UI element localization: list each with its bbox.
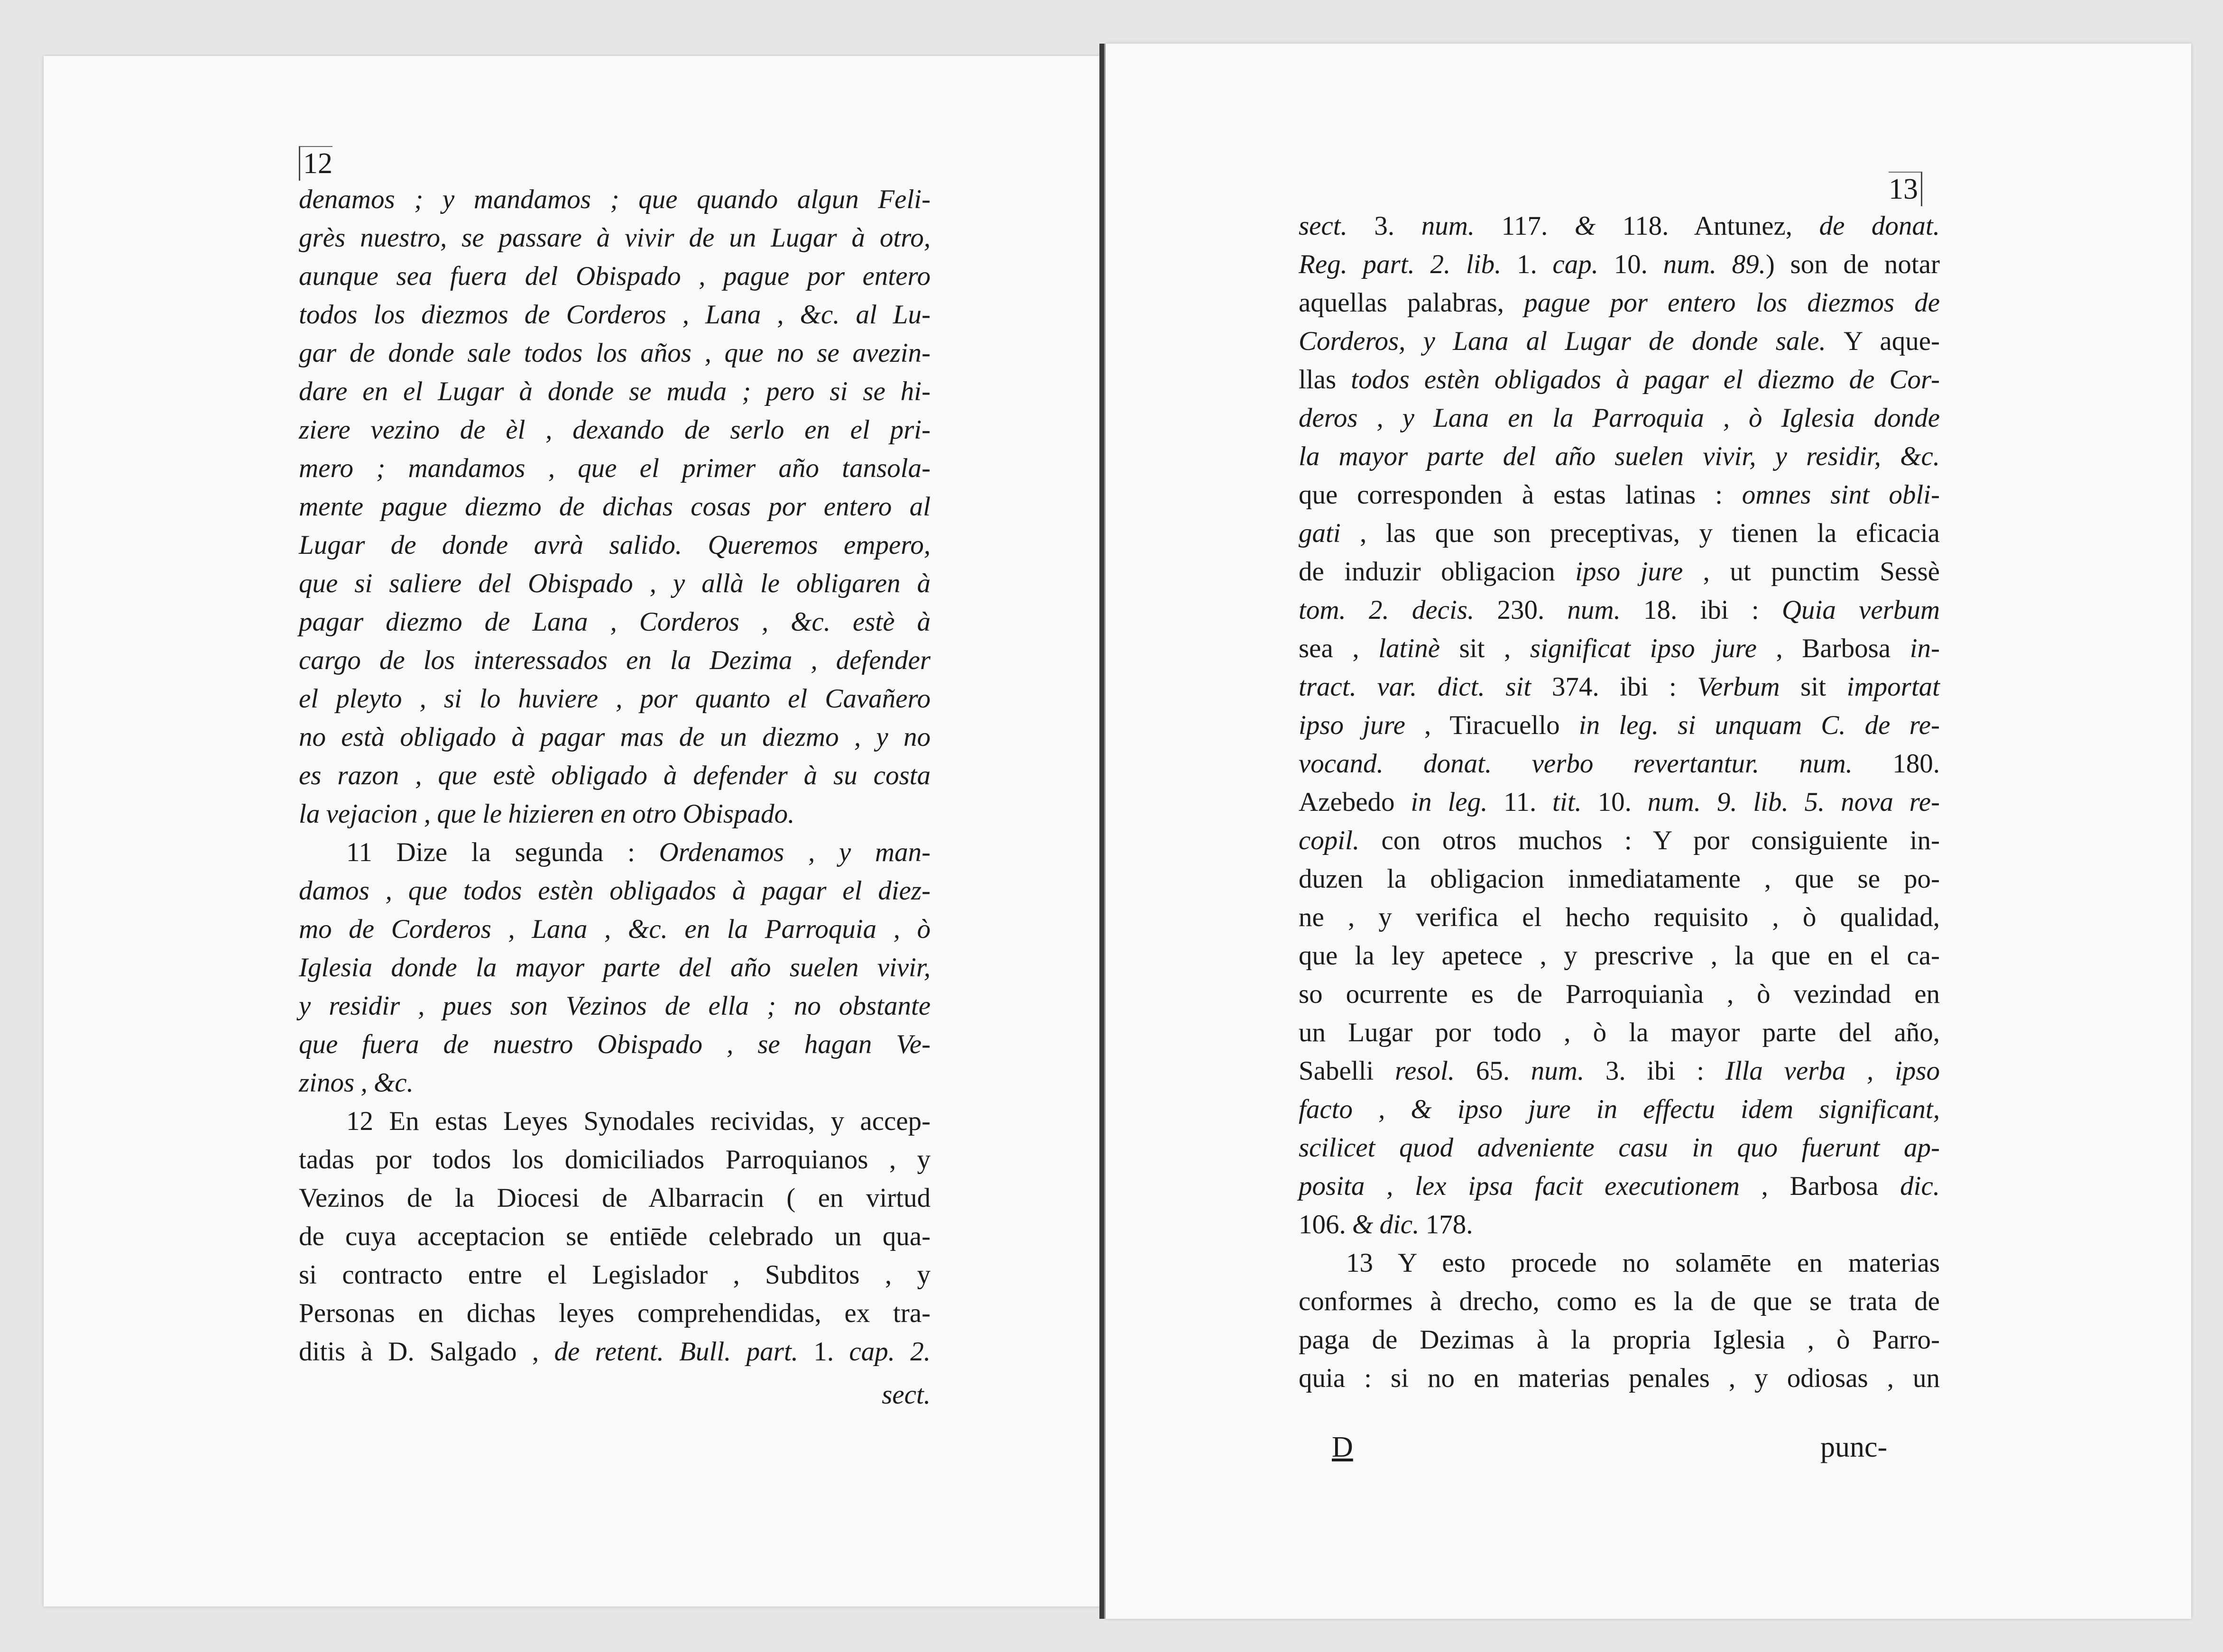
text-line <box>299 990 931 1023</box>
text-segment: Ordenamos , y man- <box>659 837 931 867</box>
text-segment: Vezinos de la Diocesi de Albarracin ( en virtud <box>299 1183 931 1213</box>
catchword: punc- <box>1820 1431 1888 1463</box>
text-segment: 11. <box>1504 787 1553 817</box>
text-segment: Quia verbum <box>1781 595 1940 625</box>
text-segment: el pleyto , si lo huviere , por quanto el Cavañero <box>299 684 931 714</box>
text-line <box>1299 286 1940 320</box>
text-segment: tadas por todos los domiciliados Parroquianos , y <box>299 1145 931 1175</box>
text-line <box>299 413 931 447</box>
text-segment: mente pague diezmo de dichas cosas por entero al <box>299 492 931 522</box>
text-line <box>346 836 931 869</box>
text-segment: 13 Y esto procede no solamēte en materias <box>1346 1248 1940 1278</box>
text-segment: mero ; mandamos , que el primer año tansola- <box>299 453 931 483</box>
text-segment: Reg. part. 2. lib. <box>1299 249 1517 279</box>
book-gutter <box>1099 44 1104 1619</box>
text-segment: 10. <box>1597 787 1648 817</box>
text-line <box>1299 594 1940 627</box>
text-line <box>299 798 931 831</box>
page-number: 12 <box>299 146 332 181</box>
text-line <box>1299 555 1940 588</box>
catchword <box>299 1378 931 1412</box>
text-segment: cap. 2. <box>849 1337 931 1367</box>
text-segment: Sabelli <box>1299 1056 1395 1086</box>
text-segment: tract. var. dict. sit <box>1299 672 1552 702</box>
text-line <box>299 529 931 562</box>
text-line <box>299 644 931 677</box>
text-line <box>1299 670 1940 704</box>
text-line <box>299 375 931 408</box>
text-line <box>299 337 931 370</box>
text-line <box>1299 1362 1940 1395</box>
text-segment: vocand. donat. verbo revertantur. num. <box>1299 749 1893 779</box>
text-segment: cap. <box>1552 249 1614 279</box>
text-segment: que si saliere del Obispado , y allà le obligaren à <box>299 569 931 598</box>
text-segment: num. <box>1421 211 1502 241</box>
text-line <box>299 874 931 908</box>
text-segment: es razon , que estè obligado à defender à su costa <box>299 761 931 790</box>
text-segment: la mayor parte del año suelen vivir, y residir, &c. <box>1299 441 1940 471</box>
text-segment: 10. <box>1614 249 1663 279</box>
text-segment: ) son de notar <box>1765 249 1940 279</box>
text-segment: Personas en dichas leyes comprehendidas, ex tra- <box>299 1298 931 1328</box>
text-segment: paga de Dezimas à la propria Iglesia , ò Parro- <box>1299 1325 1940 1355</box>
text-segment: & dic. <box>1352 1210 1426 1239</box>
text-line <box>1299 517 1940 550</box>
text-segment: significat ipso jure <box>1530 633 1757 663</box>
text-line <box>1299 709 1940 742</box>
text-line <box>299 221 931 255</box>
text-segment: gar de donde sale todos los años , que no se avezin- <box>299 338 931 368</box>
text-segment: latinè <box>1378 633 1459 663</box>
text-segment: posita , lex ipsa facit executionem <box>1299 1171 1740 1201</box>
text-segment: no està obligado à pagar mas de un diezmo , y no <box>299 722 931 752</box>
text-segment: duzen la obligacion inmediatamente , que se po- <box>1299 864 1940 894</box>
text-line <box>1299 1131 1940 1165</box>
text-line <box>1299 786 1940 819</box>
signature-mark: D <box>1332 1431 1353 1463</box>
text-line <box>1299 478 1940 512</box>
text-line <box>1299 1055 1940 1088</box>
text-segment: la vejacion , que le hizieren en otro Obispado. <box>299 799 795 829</box>
text-segment: todos estèn obligados à pagar el diezmo de Cor- <box>1351 365 1940 395</box>
text-line <box>1299 939 1940 973</box>
text-line <box>299 1258 931 1292</box>
text-segment: Lugar de donde avrà salido. Queremos empero, <box>299 530 931 560</box>
text-segment: cargo de los interessados en la Dezima , defender <box>299 645 931 675</box>
text-segment: de retent. Bull. part. <box>554 1337 814 1367</box>
text-segment: ipso jure <box>1299 710 1405 740</box>
text-segment: Y aque- <box>1844 326 1940 356</box>
text-segment: de cuya acceptacion se entiēde celebrado un qua- <box>299 1221 931 1251</box>
text-segment: gati <box>1299 518 1341 548</box>
text-segment: grès nuestro, se passare à vivir de un Lugar à otro, <box>299 223 931 253</box>
text-segment: sea , <box>1299 633 1379 663</box>
text-segment: sect. <box>882 1380 931 1410</box>
text-segment: tom. 2. decis. <box>1299 595 1497 625</box>
text-segment: importat <box>1846 672 1940 702</box>
text-segment: llas <box>1299 365 1351 395</box>
text-segment: num. <box>1567 595 1644 625</box>
text-line <box>299 1066 931 1100</box>
text-segment: sect. <box>1299 211 1374 241</box>
text-segment: denamos ; y mandamos ; que quando algun Feli- <box>299 184 931 214</box>
text-segment: copil. <box>1299 826 1382 855</box>
text-segment: 3. ibi : <box>1605 1056 1725 1086</box>
text-line <box>1299 824 1940 857</box>
text-segment: ditis à D. Salgado , <box>299 1337 554 1367</box>
text-line <box>299 1297 931 1330</box>
text-segment: num. <box>1531 1056 1605 1086</box>
text-segment: que la ley apetece , y prescrive , la que en el ca- <box>1299 941 1940 971</box>
text-line <box>299 298 931 331</box>
text-segment: deros , y Lana en la Parroquia , ò Iglesia donde <box>1299 403 1940 433</box>
text-line <box>299 682 931 716</box>
text-segment: Corderos, y Lana al Lugar de donde sale. <box>1299 326 1844 356</box>
text-segment: 118. Antunez, <box>1622 211 1819 241</box>
text-line <box>299 1182 931 1215</box>
text-line <box>299 759 931 792</box>
text-segment: ziere vezino de èl , dexando de serlo en el pri- <box>299 415 931 445</box>
text-line <box>1299 1170 1940 1203</box>
text-line <box>299 452 931 485</box>
text-line <box>299 721 931 754</box>
text-segment: resol. <box>1395 1056 1476 1086</box>
text-segment: 12 En estas Leyes Synodales recividas, y accep- <box>346 1106 931 1136</box>
text-line <box>1299 248 1940 281</box>
text-segment: mo de Corderos , Lana , &c. en la Parroquia , ò <box>299 914 931 944</box>
text-segment: 117. <box>1501 211 1575 241</box>
text-line <box>1299 1016 1940 1049</box>
text-segment: scilicet quod adveniente casu in quo fuerunt ap- <box>1299 1133 1940 1163</box>
text-segment: que fuera de nuestro Obispado , se hagan Ve- <box>299 1029 931 1059</box>
text-segment: conformes à drecho, como es la de que se trata de <box>1299 1286 1940 1316</box>
text-segment: que corresponden à estas latinas : <box>1299 480 1742 510</box>
text-line <box>299 1028 931 1061</box>
text-segment: ipso jure <box>1575 557 1683 587</box>
text-segment: quia : si no en materias penales , y odiosas , un <box>1299 1363 1940 1393</box>
text-segment: 11 Dize la segunda : <box>346 837 659 867</box>
text-line <box>1299 978 1940 1011</box>
text-segment: 230. <box>1497 595 1568 625</box>
text-segment: , Tiracuello <box>1405 710 1579 740</box>
text-line <box>299 913 931 946</box>
text-segment: , Barbosa <box>1756 633 1910 663</box>
text-segment: dic. <box>1900 1171 1940 1201</box>
text-segment: dare en el Lugar à donde se muda ; pero si se hi- <box>299 376 931 406</box>
text-segment: Verbum <box>1697 672 1801 702</box>
text-segment: 374. ibi : <box>1551 672 1697 702</box>
text-segment: Illa verba , ipso <box>1725 1056 1940 1086</box>
text-segment: pague por entero los diezmos de <box>1524 288 1940 318</box>
text-line <box>299 567 931 600</box>
text-line <box>1299 440 1940 473</box>
text-segment: 178. <box>1425 1210 1473 1239</box>
text-segment: in leg. <box>1411 787 1504 817</box>
text-segment: damos , que todos estèn obligados à pagar el diez- <box>299 876 931 906</box>
text-line <box>299 1220 931 1253</box>
text-segment: tit. <box>1552 787 1598 817</box>
text-segment: 3. <box>1374 211 1421 241</box>
text-segment: todos los diezmos de Corderos , Lana , &c. al Lu- <box>299 300 931 330</box>
text-segment: omnes sint obli- <box>1742 480 1940 510</box>
text-segment: , Barbosa <box>1739 1171 1900 1201</box>
text-line <box>346 1105 931 1138</box>
text-segment: 180. <box>1892 749 1940 779</box>
text-segment: 18. ibi : <box>1643 595 1782 625</box>
text-segment: num. 9. lib. 5. nova re- <box>1647 787 1940 817</box>
page-number: 13 <box>1889 172 1922 206</box>
text-segment: , las que son preceptivas, y tienen la eficacia <box>1340 518 1940 548</box>
text-line <box>1346 1247 1940 1280</box>
text-segment: sit , <box>1459 633 1530 663</box>
text-segment: & <box>1574 211 1623 241</box>
text-line <box>1299 747 1940 780</box>
text-segment: so ocurrente es de Parroquianìa , ò vezindad en <box>1299 979 1940 1009</box>
text-line <box>299 606 931 639</box>
book-gutter-edge <box>1104 44 1106 1619</box>
text-line <box>299 260 931 293</box>
text-line <box>1299 1093 1940 1126</box>
text-segment: 1. <box>1517 249 1553 279</box>
text-line <box>299 183 931 216</box>
text-segment: num. 89. <box>1663 249 1766 279</box>
text-segment: in leg. si unquam C. de re- <box>1578 710 1940 740</box>
text-segment: de induzir obligacion <box>1299 557 1576 587</box>
text-segment: zinos , &c. <box>299 1068 414 1098</box>
text-line <box>1299 1208 1940 1241</box>
text-segment: facto , & ipso jure in effectu idem significant, <box>1299 1094 1940 1124</box>
text-line <box>1299 1323 1940 1357</box>
text-line <box>299 1335 931 1368</box>
left-page <box>44 56 1102 1606</box>
text-line <box>299 490 931 523</box>
text-segment: y residir , pues son Vezinos de ella ; no obstante <box>299 991 931 1021</box>
text-segment: pagar diezmo de Lana , Corderos , &c. estè à <box>299 607 931 637</box>
text-line <box>299 951 931 984</box>
text-line <box>1299 363 1940 396</box>
text-line <box>1299 210 1940 243</box>
text-segment: Iglesia donde la mayor parte del año suelen vivir, <box>299 953 931 982</box>
text-segment: con otros muchos : Y por consiguiente in- <box>1381 826 1940 855</box>
text-segment: un Lugar por todo , ò la mayor parte del año, <box>1299 1018 1940 1047</box>
right-page <box>1105 44 2191 1619</box>
text-segment: Azebedo <box>1299 787 1411 817</box>
text-segment: in- <box>1909 633 1940 663</box>
text-line <box>1299 325 1940 358</box>
text-line <box>1299 901 1940 934</box>
text-segment: , ut punctim Sessè <box>1683 557 1940 587</box>
text-segment: si contracto entre el Legislador , Subditos , y <box>299 1260 931 1290</box>
text-segment: aquellas palabras, <box>1299 288 1524 318</box>
text-line <box>1299 632 1940 665</box>
text-segment: sit <box>1800 672 1847 702</box>
text-segment: 65. <box>1476 1056 1531 1086</box>
text-line <box>1299 1285 1940 1318</box>
text-segment: ne , y verifica el hecho requisito , ò qualidad, <box>1299 902 1940 932</box>
text-segment: de donat. <box>1819 211 1940 241</box>
text-line <box>1299 402 1940 435</box>
text-segment: 1. <box>813 1337 849 1367</box>
text-line <box>299 1143 931 1176</box>
text-segment: aunque sea fuera del Obispado , pague por entero <box>299 261 931 291</box>
text-segment: 106. <box>1299 1210 1352 1239</box>
text-line <box>1299 863 1940 896</box>
